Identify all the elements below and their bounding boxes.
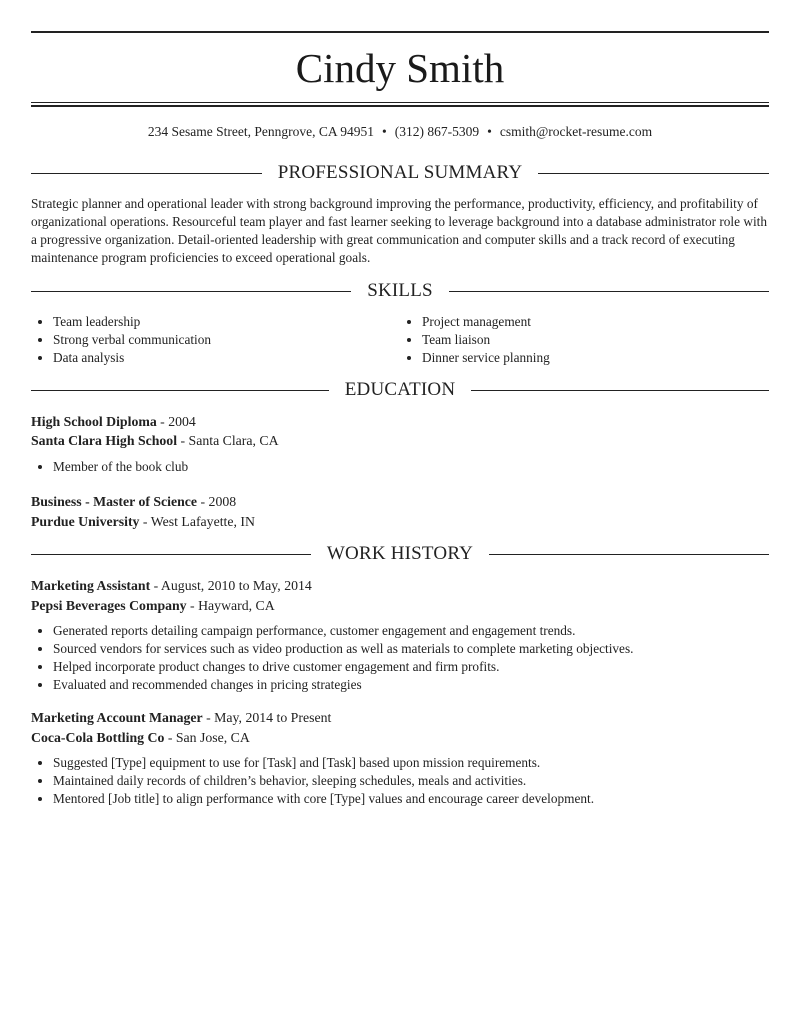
section-header-summary (31, 162, 769, 184)
section-title: SKILLS (367, 280, 433, 301)
email[interactable]: csmith@rocket-resume.com (499, 124, 653, 139)
skills-left (31, 313, 400, 367)
section-title: WORK HISTORY (326, 543, 474, 564)
education-entry (31, 492, 769, 532)
candidate-name: Cindy Smith (295, 45, 505, 91)
year: - 2008 (197, 494, 237, 509)
job-bullet: • Generated reports detailing campaign performance, customer engagement and engagement trends. (53, 622, 769, 640)
job-bullet: • Helped incorporate product changes to drive customer engagement and firm profits. (53, 658, 769, 676)
section-title: PROFESSIONAL SUMMARY (277, 162, 523, 183)
separator: • (382, 124, 387, 139)
company: Coca-Cola Bottling Co (31, 730, 165, 745)
skills-right (400, 313, 769, 367)
skill-item: • Project management (422, 313, 769, 331)
school: Santa Clara High School (31, 433, 178, 448)
job-bullet: • Evaluated and recommended changes in pricing strategies (53, 676, 769, 694)
skills-list (31, 313, 769, 367)
separator: • (487, 124, 492, 139)
job-bullet: • Maintained daily records of children’s behavior, sleeping schedules, meals and activities. (53, 772, 769, 790)
degree: High School Diploma (31, 414, 157, 429)
job-entry (31, 576, 769, 694)
job-bullet: • Mentored [Job title] to align performance with core [Type] values and encourage career development. (53, 790, 769, 808)
rule-thick (31, 105, 769, 107)
top-rule (31, 31, 769, 33)
rule-thin (31, 102, 769, 103)
job-dates: - May, 2014 to Present (202, 710, 332, 725)
company: Pepsi Beverages Company (31, 598, 187, 613)
location: - San Jose, CA (164, 730, 250, 745)
skill-item: • Data analysis (53, 349, 400, 367)
skill-item: • Strong verbal communication (53, 331, 400, 349)
degree: Business - Master of Science (31, 494, 198, 509)
summary-text: Strategic planner and operational leader with strong background improving the performance, productivity, efficiency, and profitability of organizational operations. Resourceful team player and fast learner seeking to leverage background into a database administrator role with a progressive organization. Detail-oriented leadership with great communication and computer skills and a track record of executing maintenance program proficiencies to exceed operational goals. (31, 196, 767, 265)
section-header-education (31, 379, 769, 401)
location: - West Lafayette, IN (139, 514, 255, 529)
skill-item: • Dinner service planning (422, 349, 769, 367)
job-entry (31, 708, 769, 808)
job-dates: - August, 2010 to May, 2014 (150, 578, 312, 593)
education-bullet: • Member of the book club (53, 458, 769, 476)
school: Purdue University (31, 514, 140, 529)
address: 234 Sesame Street, Penngrove, CA 94951 (147, 124, 374, 139)
phone: (312) 867-5309 (394, 124, 480, 139)
job-title: Marketing Assistant (31, 578, 151, 593)
job-title: Marketing Account Manager (31, 710, 203, 725)
job-bullet: • Suggested [Type] equipment to use for [Task] and [Task] based upon mission requirements. (53, 754, 769, 772)
education-entry (31, 412, 769, 476)
skill-item: • Team liaison (422, 331, 769, 349)
section-header-skills (31, 280, 769, 302)
contact-line (31, 124, 769, 140)
section-header-work (31, 543, 769, 565)
location: - Hayward, CA (186, 598, 275, 613)
section-title: EDUCATION (344, 379, 456, 400)
job-bullet: • Sourced vendors for services such as video production as well as materials to complete marketing objectives. (53, 640, 769, 658)
year: - 2004 (156, 414, 196, 429)
location: - Santa Clara, CA (177, 433, 279, 448)
skill-item: • Team leadership (53, 313, 400, 331)
